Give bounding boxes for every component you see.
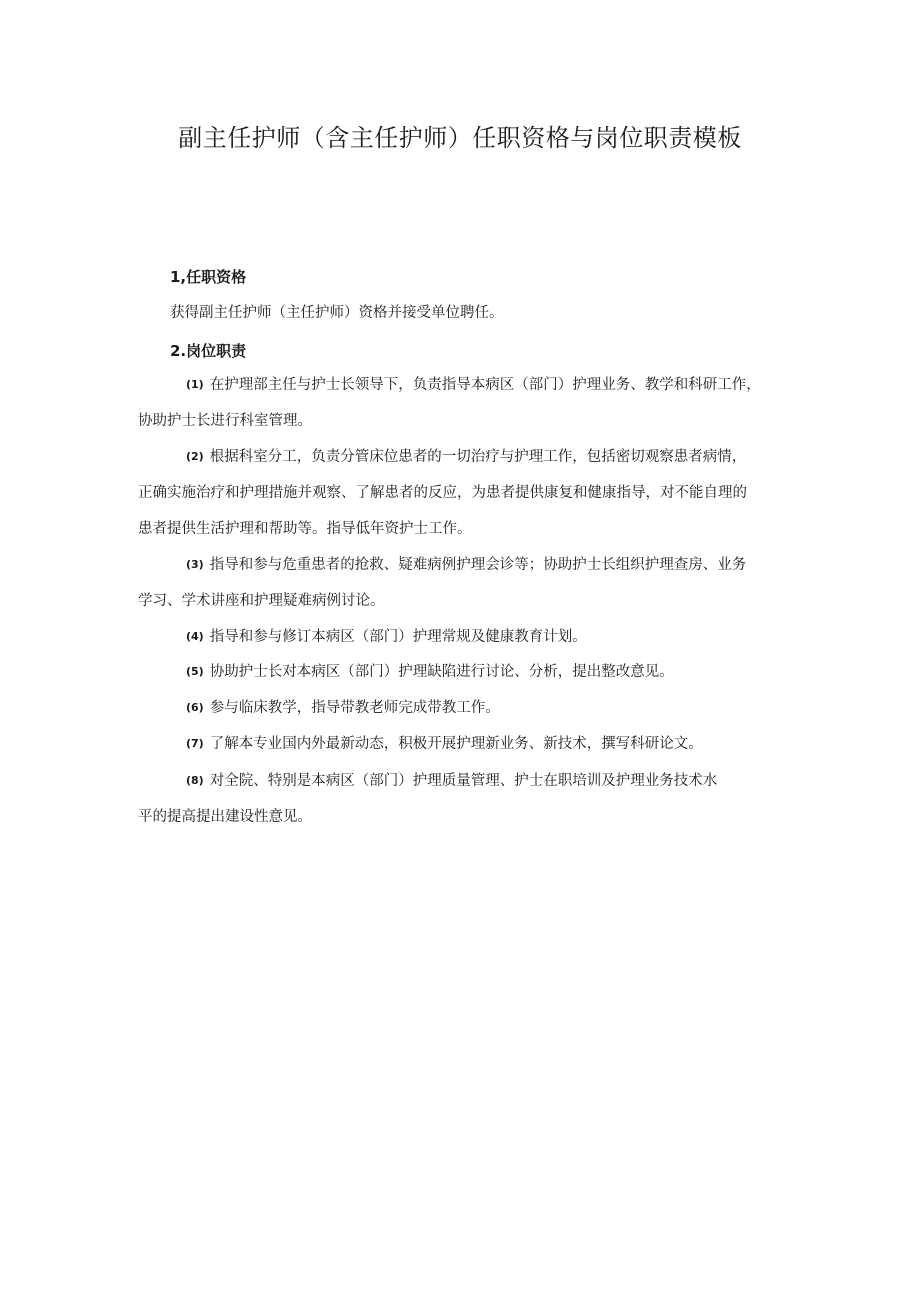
duty-item-number: (6): [186, 701, 204, 714]
duty-item-1-line-1: [186, 374, 761, 396]
duty-item-number: (3): [186, 558, 204, 571]
duty-item-text: 根据科室分工，负责分管床位患者的一切治疗与护理工作，包括密切观察患者病情，: [209, 449, 747, 465]
duty-item-text: 参与临床教学，指导带教老师完成带教工作。: [209, 700, 500, 716]
duty-item-3-line-1: [186, 554, 746, 576]
duty-item-text: 指导和参与危重患者的抢救、疑难病例护理会诊等；协助护士长组织护理查房、业务: [209, 557, 747, 573]
section-heading-qualification: 1,任职资格: [170, 268, 247, 286]
duty-item-2-line-2: 正确实施治疗和护理措施并观察、了解患者的反应，为患者提供康复和健康指导，对不能自理的: [138, 485, 747, 501]
duty-item-text: 协助护士长对本病区（部门）护理缺陷进行讨论、分析，提出整改意见。: [209, 664, 674, 680]
duty-item-text: 在护理部主任与护士长领导下，负责指导本病区（部门）护理业务、教学和科研工作，: [209, 377, 761, 393]
duty-item-4: [186, 626, 587, 648]
duty-item-text: 了解本专业国内外最新动态，积极开展护理新业务、新技术，撰写科研论文。: [209, 736, 703, 752]
duty-item-number: (4): [186, 630, 204, 643]
duty-item-1-line-2: 协助护士长进行科室管理。: [138, 413, 312, 429]
duty-item-2-line-3: 患者提供生活护理和帮助等。指导低年资护士工作。: [138, 521, 472, 537]
duty-item-number: (8): [186, 774, 204, 787]
duty-item-8-line-2: 平的提高提出建设性意见。: [138, 809, 312, 825]
duty-item-5: [186, 661, 674, 683]
duty-item-7: [186, 733, 703, 755]
duty-item-6: [186, 697, 500, 719]
section-heading-duties: 2.岗位职责: [170, 342, 247, 360]
qualification-text: 获得副主任护师（主任护师）资格并接受单位聘任。: [170, 305, 504, 321]
duty-item-text: 指导和参与修订本病区（部门）护理常规及健康教育计划。: [209, 629, 587, 645]
duty-item-2-line-1: [186, 446, 746, 468]
duty-item-number: (7): [186, 737, 204, 750]
duty-item-number: (5): [186, 665, 204, 678]
document-title: 副主任护师（含主任护师）任职资格与岗位职责模板: [178, 124, 742, 152]
duty-item-3-line-2: 学习、学术讲座和护理疑难病例讨论。: [138, 593, 385, 609]
duty-item-text: 对全院、特别是本病区（部门）护理质量管理、护士在职培训及护理业务技术水: [209, 773, 718, 789]
duty-item-number: (2): [186, 450, 204, 463]
duty-item-number: (1): [186, 378, 204, 391]
duty-item-8-line-1: [186, 770, 717, 792]
